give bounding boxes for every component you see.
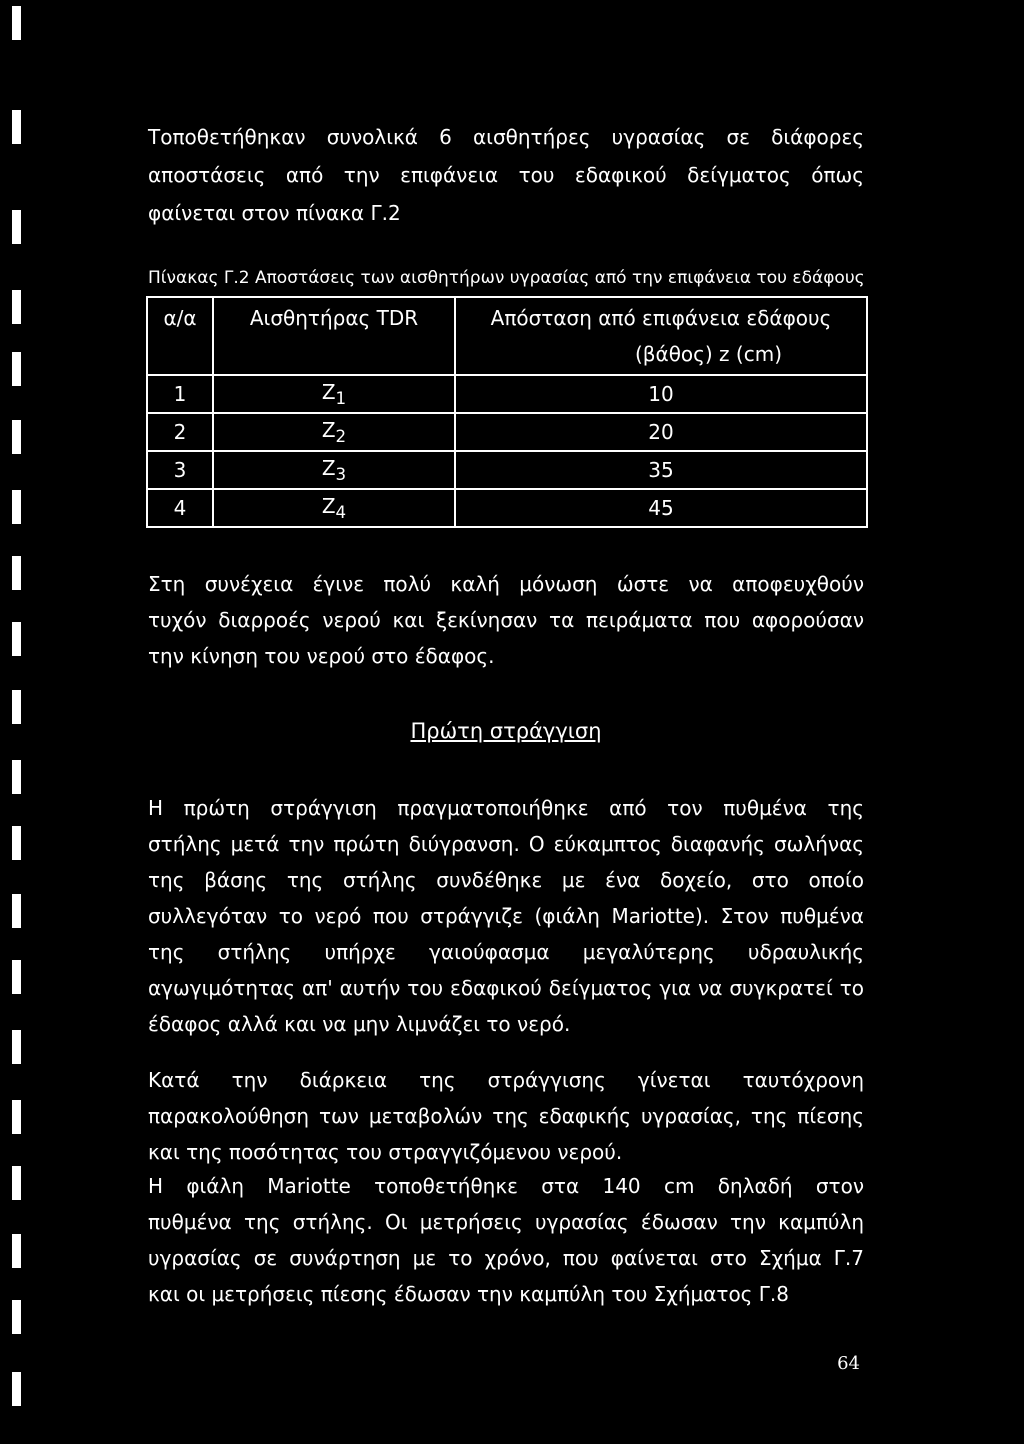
table-caption: Πίνακας Γ.2 Αποστάσεις των αισθητήρων υγρασίας από την επιφάνεια του εδάφους <box>148 268 865 288</box>
header-distance-line2: (βάθος) z (cm) <box>634 342 782 366</box>
edge-mark <box>12 556 21 590</box>
text-line: πυθμένα της στήλης. Οι μετρήσεις υγρασίας έδωσαν την καμπύλη <box>148 1210 864 1234</box>
cell-index: 2 <box>147 413 213 451</box>
sensor-distance-table <box>146 296 868 528</box>
text-line: την κίνηση του νερού στο έδαφος. <box>148 644 495 668</box>
sensor-subscript: 2 <box>335 427 347 446</box>
after-table-paragraph <box>148 566 864 674</box>
text-line: Κατά την διάρκεια της στράγγισης γίνεται ταυτόχρονη <box>148 1068 864 1092</box>
drainage-paragraph-2 <box>148 1062 864 1170</box>
edge-mark <box>12 960 21 994</box>
edge-mark <box>12 352 21 386</box>
cell-sensor <box>213 375 455 413</box>
edge-mark <box>12 760 21 794</box>
sensor-subscript: 1 <box>335 389 347 408</box>
text-line: στήλης μετά την πρώτη διύγρανση. Ο εύκαμπτος διαφανής σωλήνας <box>148 832 864 856</box>
header-sensor: Αισθητήρας TDR <box>213 297 455 375</box>
edge-mark <box>12 1234 21 1268</box>
sensor-symbol: Z <box>321 380 336 404</box>
cell-sensor <box>213 451 455 489</box>
cell-sensor <box>213 489 455 527</box>
edge-mark <box>12 826 21 860</box>
table-row <box>147 413 867 451</box>
sensor-subscript: 3 <box>335 465 347 484</box>
text-line: τυχόν διαρροές νερού και ξεκίνησαν τα πειράματα που αφορούσαν <box>148 608 864 632</box>
sensor-symbol: Z <box>321 418 336 442</box>
drainage-paragraph-3 <box>148 1168 864 1312</box>
header-distance <box>455 297 867 375</box>
table-row <box>147 489 867 527</box>
text-line: της στήλης υπήρχε γαιούφασμα μεγαλύτερης υδραυλικής <box>148 940 864 964</box>
edge-mark <box>12 690 21 724</box>
text-line: και της ποσότητας του στραγγιζόμενου νερού. <box>148 1140 623 1164</box>
text-line: φαίνεται στον πίνακα Γ.2 <box>148 201 401 225</box>
binding-edge-marks <box>0 0 30 1444</box>
edge-mark <box>12 1100 21 1134</box>
cell-distance: 20 <box>455 413 867 451</box>
sensor-symbol: Z <box>321 456 336 480</box>
edge-mark <box>12 1372 21 1406</box>
table-header-row <box>147 297 867 375</box>
text-line: αποστάσεις από την επιφάνεια του εδαφικού δείγματος όπως <box>148 163 864 187</box>
section-heading-wrap <box>148 714 864 748</box>
intro-paragraph <box>148 118 864 232</box>
edge-mark <box>12 894 21 928</box>
text-line: συλλεγόταν το νερό που στράγγιζε (φιάλη Mariotte). Στον πυθμένα <box>148 904 864 928</box>
text-line: Τοποθετήθηκαν συνολικά 6 αισθητήρες υγρασίας σε διάφορες <box>148 125 864 149</box>
text-line: Στη συνέχεια έγινε πολύ καλή μόνωση ώστε να αποφευχθούν <box>148 572 864 596</box>
edge-mark <box>12 6 21 40</box>
edge-mark <box>12 210 21 244</box>
sensor-subscript: 4 <box>335 503 347 522</box>
text-line: έδαφος αλλά και να μην λιμνάζει το νερό. <box>148 1012 571 1036</box>
cell-index: 3 <box>147 451 213 489</box>
edge-mark <box>12 622 21 656</box>
edge-mark <box>12 1300 21 1334</box>
text-line: παρακολούθηση των μεταβολών της εδαφικής υγρασίας, της πίεσης <box>148 1104 864 1128</box>
edge-mark <box>12 1166 21 1200</box>
edge-mark <box>12 110 21 144</box>
edge-mark <box>12 490 21 524</box>
cell-index: 4 <box>147 489 213 527</box>
cell-distance: 10 <box>455 375 867 413</box>
page-number: 64 <box>837 1353 860 1374</box>
text-line: και οι μετρήσεις πίεσης έδωσαν την καμπύλη του Σχήματος Γ.8 <box>148 1282 790 1306</box>
cell-distance: 45 <box>455 489 867 527</box>
cell-distance: 35 <box>455 451 867 489</box>
table-row <box>147 375 867 413</box>
edge-mark <box>12 290 21 324</box>
table-row <box>147 451 867 489</box>
edge-mark <box>12 420 21 454</box>
text-line: υγρασίας σε συνάρτηση με το χρόνο, που φαίνεται στο Σχήμα Γ.7 <box>148 1246 864 1270</box>
header-index: α/α <box>147 297 213 375</box>
text-line: Η πρώτη στράγγιση πραγματοποιήθηκε από τον πυθμένα της <box>148 796 864 820</box>
header-distance-line1: Απόσταση από επιφάνεια εδάφους <box>490 306 832 330</box>
drainage-paragraph-1 <box>148 790 864 1042</box>
section-heading: Πρώτη στράγγιση <box>410 719 602 743</box>
text-line: της βάσης της στήλης συνδέθηκε με ένα δοχείο, στο οποίο <box>148 868 864 892</box>
text-line: αγωγιμότητας απ' αυτήν του εδαφικού δείγματος για να συγκρατεί το <box>148 976 864 1000</box>
edge-mark <box>12 1030 21 1064</box>
text-line: Η φιάλη Mariotte τοποθετήθηκε στα 140 cm δηλαδή στον <box>148 1174 864 1198</box>
cell-sensor <box>213 413 455 451</box>
sensor-symbol: Z <box>321 494 336 518</box>
cell-index: 1 <box>147 375 213 413</box>
